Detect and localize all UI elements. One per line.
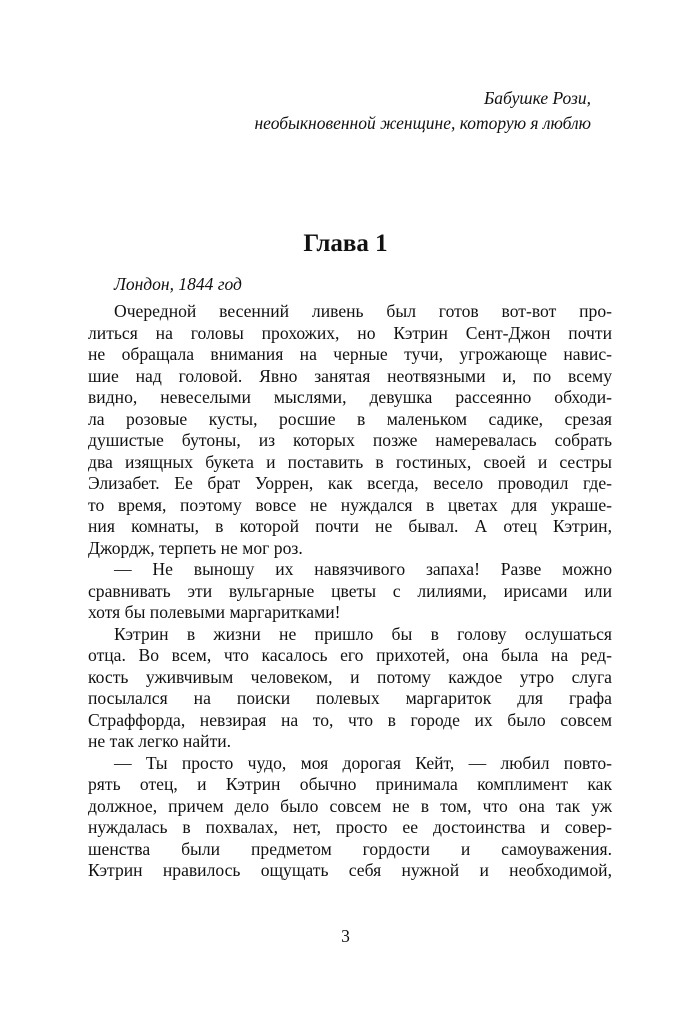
body-text xyxy=(88,301,612,882)
epigraph xyxy=(254,86,591,136)
text-line: — Ты просто чудо, моя дорогая Кейт, — любил повто- xyxy=(114,752,612,773)
text-line: отца. Во всем, что касалось его прихотей, она была на ред- xyxy=(88,645,612,665)
text-line: Кэтрин в жизни не пришло бы в голову ослушаться xyxy=(114,623,612,644)
text-line: не обращала внимания на черные тучи, угрожающе навис- xyxy=(88,344,612,364)
text-line: ла розовые кусты, росшие в маленьком садике, срезая xyxy=(88,408,612,429)
place-date: Лондон, 1844 год xyxy=(114,274,242,294)
text-line: то время, поэтому вовсе не нуждался в цветах для украше- xyxy=(88,494,612,515)
text-line: не так легко найти. xyxy=(88,731,232,751)
epigraph-line: Бабушке Рози, xyxy=(483,88,591,108)
text-line: должное, причем дело было совсем не в том, что она так уж xyxy=(88,795,612,816)
text-line: шенства были предметом гордости и самоуважения. xyxy=(88,838,612,859)
page-number: 3 xyxy=(341,926,350,946)
epigraph-line: необыкновенной женщине, которую я люблю xyxy=(254,113,591,133)
text-line: видно, невеселыми мыслями, девушка рассеянно обходи- xyxy=(88,387,612,407)
text-line: ния комнаты, в которой почти не бывал. А отец Кэтрин, xyxy=(88,516,612,536)
text-line: два изящных букета и поставить в гостиных, своей и сестры xyxy=(88,451,612,472)
chapter-title: Глава 1 xyxy=(303,230,388,257)
text-line: Кэтрин нравилось ощущать себя нужной и необходимой, xyxy=(88,860,612,880)
text-line: — Не выношу их навязчивого запаха! Разве можно xyxy=(114,559,612,579)
text-line: шие над головой. Явно занятая неотвязными и, по всему xyxy=(88,365,612,386)
text-line: кость уживчивым человеком, и потому каждое утро слуга xyxy=(88,666,612,687)
text-line: душистые бутоны, из которых позже намеревалась собрать xyxy=(88,430,612,450)
text-line: Очередной весенний ливень был готов вот-вот про- xyxy=(114,301,612,321)
text-line: литься на головы прохожих, но Кэтрин Сент-Джон почти xyxy=(88,322,612,343)
text-line: Элизабет. Ее брат Уоррен, как всегда, весело проводил где- xyxy=(88,473,612,493)
text-line: Джордж, терпеть не мог роз. xyxy=(88,537,303,558)
text-line: сравнивать эти вульгарные цветы с лилиями, ирисами или xyxy=(88,580,612,601)
text-line: рять отец, и Кэтрин обычно принимала комплимент как xyxy=(88,774,612,794)
text-line: Страффорда, невзирая на то, что в городе их было совсем xyxy=(88,709,612,730)
text-line: хотя бы полевыми маргаритками! xyxy=(88,602,341,622)
text-line: посылался на поиски полевых маргариток для графа xyxy=(88,688,612,708)
text-line: нуждалась в похвалах, нет, просто ее достоинства и совер- xyxy=(88,817,612,837)
